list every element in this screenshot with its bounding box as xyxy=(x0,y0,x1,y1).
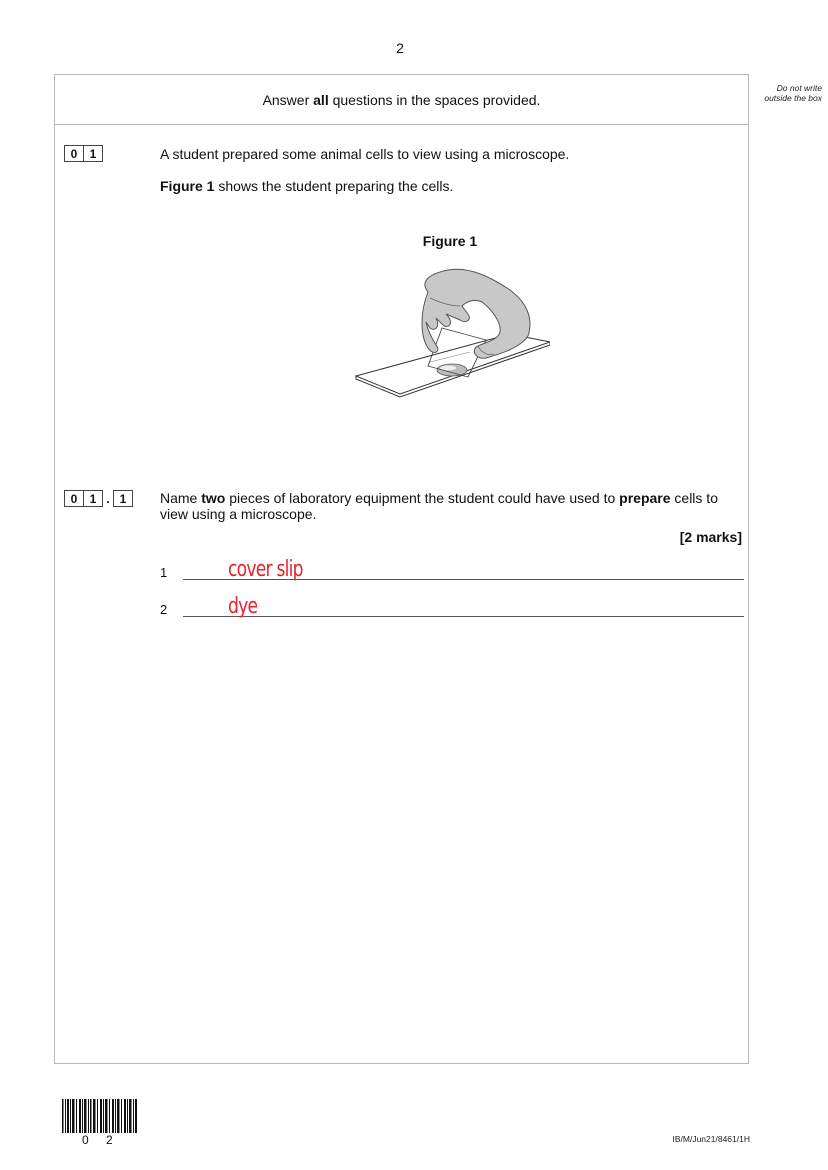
margin-note: Do not write outside the box xyxy=(764,83,822,103)
barcode-number: 0 2 xyxy=(82,1133,120,1147)
question-number-01-1 xyxy=(64,490,132,507)
handwritten-answer[interactable]: cover slip xyxy=(228,557,303,582)
qnum-cell: 1 xyxy=(113,490,133,507)
answer-number: 1 xyxy=(160,565,168,580)
question-01-intro: A student prepared some animal cells to view using a microscope. xyxy=(160,146,570,162)
cover-slip-figure xyxy=(350,262,550,402)
qnum-dot: . xyxy=(106,491,110,506)
paper-reference: IB/M/Jun21/8461/1H xyxy=(672,1134,750,1144)
qnum-cell: 0 xyxy=(64,490,84,507)
qnum-cell: 1 xyxy=(83,490,103,507)
instruction-text: Answer all questions in the spaces provided. xyxy=(262,91,541,108)
figure-title: Figure 1 xyxy=(422,233,478,249)
page-number: 2 xyxy=(396,40,404,56)
answer-number: 2 xyxy=(160,602,168,617)
answer-line-2[interactable] xyxy=(160,595,744,617)
figure-reference: Figure 1 shows the student preparing the cells. xyxy=(160,178,454,194)
marks-label: [2 marks] xyxy=(679,529,742,545)
instructions-header xyxy=(55,75,748,125)
question-number-01 xyxy=(64,145,102,162)
answer-rule xyxy=(183,616,744,617)
barcode xyxy=(62,1099,138,1133)
qnum-cell: 0 xyxy=(64,145,84,162)
answer-line-1[interactable] xyxy=(160,558,744,580)
handwritten-answer[interactable]: dye xyxy=(228,594,258,619)
question-01-1-text: Name two pieces of laboratory equipment the student could have used to prepare cells to view using a microscope. xyxy=(160,490,718,522)
qnum-cell: 1 xyxy=(83,145,103,162)
